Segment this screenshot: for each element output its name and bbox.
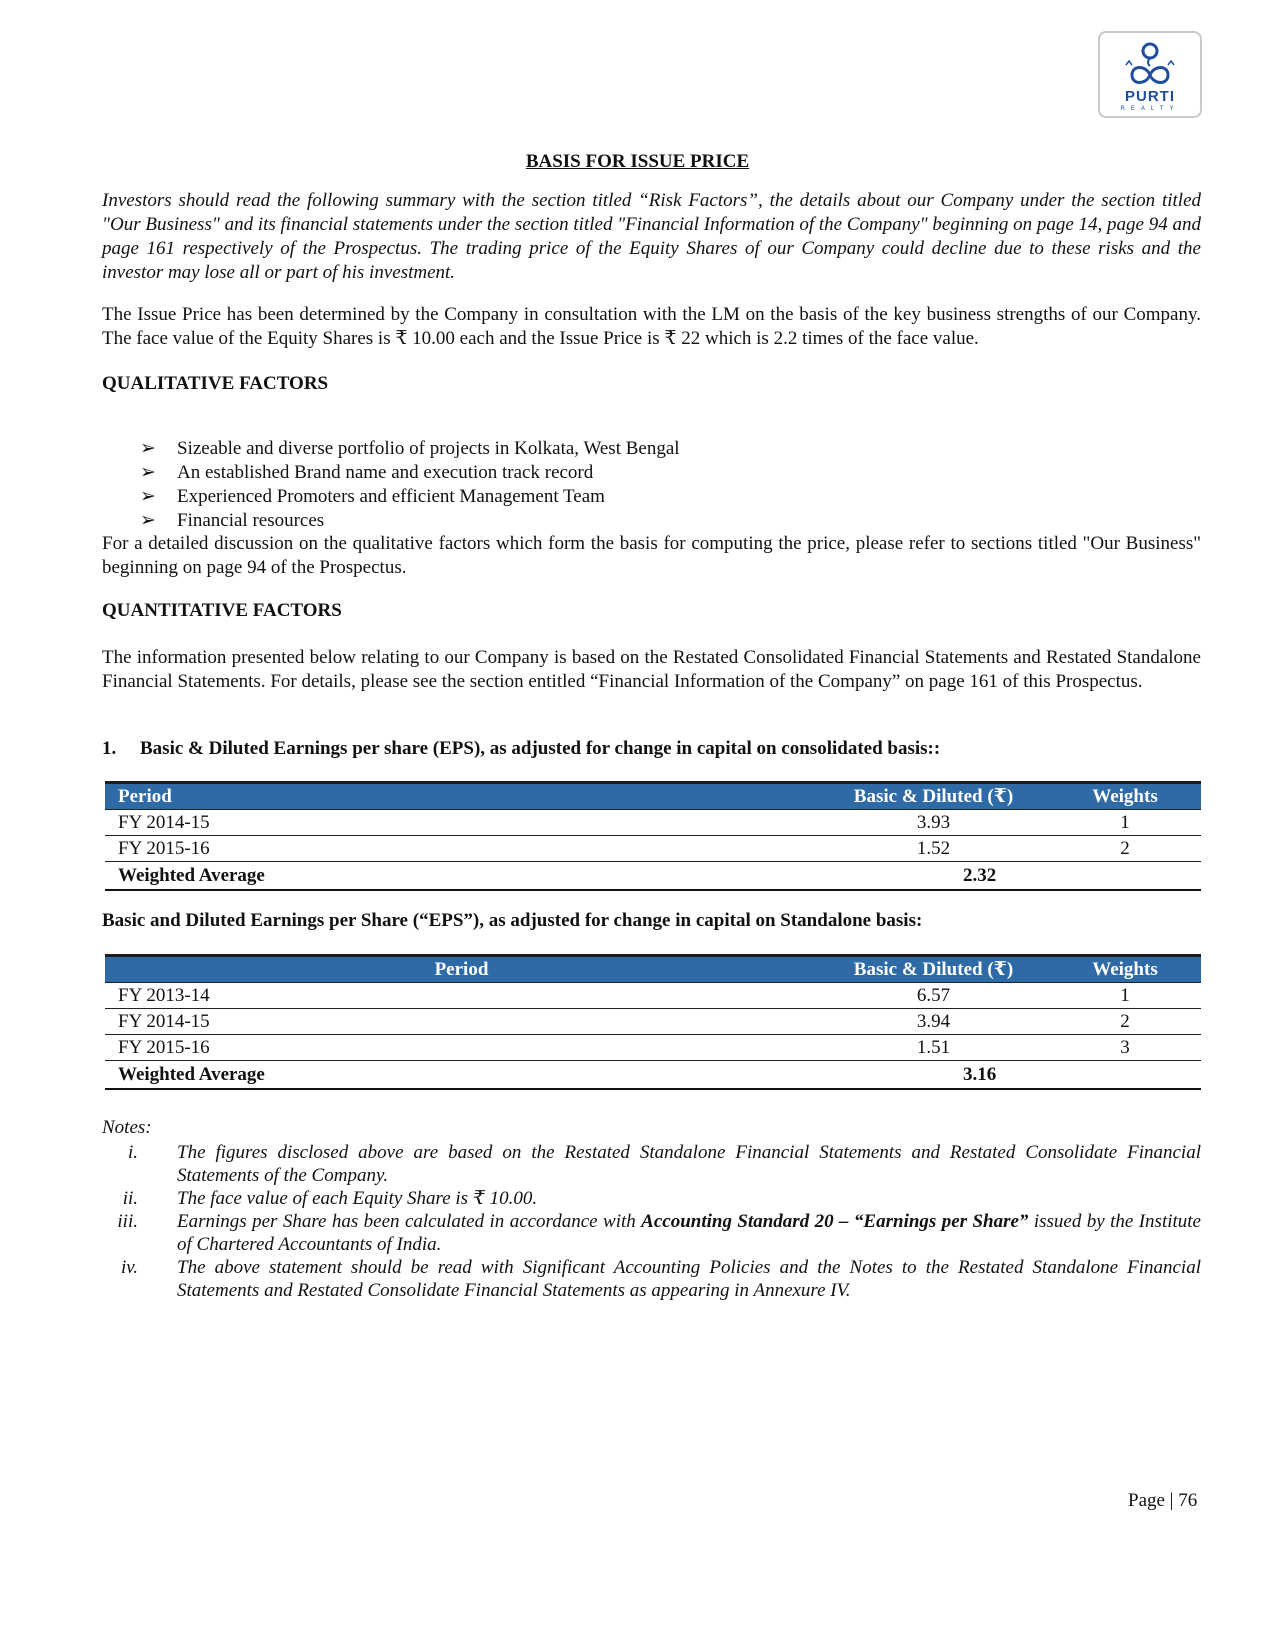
consolidated-eps-table [105, 781, 1201, 891]
company-logo [1098, 31, 1202, 118]
table-row: FY 2014-15 3.93 1 [105, 810, 1201, 836]
consolidated-eps-heading: 1. Basic & Diluted Earnings per share (EPS), as adjusted for change in capital on consolidated basis:: [102, 738, 941, 759]
note-item: i. The figures disclosed above are based on the Restated Standalone Financial Statements and Restated Consolidate Financial Statements of the Company. [127, 1142, 1201, 1186]
list-item: ➢ Experienced Promoters and efficient Management Team [140, 486, 605, 507]
list-item: ➢ An established Brand name and execution track record [140, 462, 594, 483]
qualitative-heading: QUALITATIVE FACTORS [102, 373, 329, 394]
standalone-eps-table [105, 954, 1201, 1090]
column-header-weights: Weights [1049, 783, 1201, 810]
column-header-weights: Weights [1049, 956, 1201, 983]
logo-tagline: REALTY [1120, 106, 1180, 112]
table-row: FY 2015-16 1.51 3 [105, 1035, 1201, 1061]
weighted-average-row: Weighted Average 3.16 [105, 1061, 1201, 1090]
intro-paragraph: Investors should read the following summary with the section titled “Risk Factors”, the details about our Company under the section titled "Our Business" and its financial statements under the section titled "Financial Information of the Company" beginning on page 14, page 94 and page 161 respectively of the Prospectus. The trading price of the Equity Shares of our Company could decline due to these risks and the investor may lose all or part of his investment. [102, 190, 1201, 283]
column-header-eps: Basic & Diluted (₹) [818, 783, 1049, 810]
standalone-eps-heading: Basic and Diluted Earnings per Share (“EPS”), as adjusted for change in capital on Standalone basis: [102, 910, 923, 931]
notes-list [102, 1141, 1201, 1302]
arrow-bullet-icon: ➢ [140, 462, 156, 483]
issue-price-paragraph: The Issue Price has been determined by the Company in consultation with the LM on the basis of the key business strengths of our Company. The face value of the Equity Shares is ₹ 10.00 each and the Issue Price is ₹ 22 which is 2.2 times of the face value. [102, 304, 1201, 349]
page-number: Page | 76 [1128, 1490, 1198, 1511]
note-item: ii. The face value of each Equity Share is ₹ 10.00. [122, 1188, 538, 1209]
table-row: FY 2015-16 1.52 2 [105, 836, 1201, 862]
arrow-bullet-icon: ➢ [140, 486, 156, 507]
quantitative-heading: QUANTITATIVE FACTORS [102, 600, 342, 621]
table-header [105, 783, 1201, 810]
page-title: BASIS FOR ISSUE PRICE [525, 151, 750, 172]
note-item: iv. The above statement should be read with Significant Accounting Policies and the Notes to the Restated Standalone Financial Statements and Restated Consolidate Financial Statements as appearing in Annexure IV. [120, 1257, 1201, 1301]
column-header-eps: Basic & Diluted (₹) [818, 956, 1049, 983]
arrow-bullet-icon: ➢ [140, 510, 156, 531]
table-header [105, 956, 1201, 983]
qualitative-discussion: For a detailed discussion on the qualitative factors which form the basis for computing the price, please refer to sections titled "Our Business" beginning on page 94 of the Prospectus. [102, 533, 1201, 578]
column-header-period: Period [105, 783, 818, 810]
logo-wordmark: PURTI [1125, 88, 1175, 105]
notes-label: Notes: [102, 1117, 152, 1138]
weighted-average-row: Weighted Average 2.32 [105, 862, 1201, 891]
qualitative-list [140, 437, 680, 533]
purti-emblem-icon [1120, 37, 1180, 87]
quantitative-intro: The information presented below relating to our Company is based on the Restated Consolidated Financial Statements and Restated Standalone Financial Statements. For details, please see the section entitled “Financial Information of the Company” on page 161 of this Prospectus. [102, 647, 1201, 692]
list-item: ➢ Financial resources [140, 510, 325, 531]
table-row: FY 2013-14 6.57 1 [105, 983, 1201, 1009]
table-row: FY 2014-15 3.94 2 [105, 1009, 1201, 1035]
list-item: ➢ Sizeable and diverse portfolio of projects in Kolkata, West Bengal [140, 438, 680, 459]
arrow-bullet-icon: ➢ [140, 438, 156, 459]
note-item: iii. Earnings per Share has been calculated in accordance with Accounting Standard 20 – “Earnings per Share” issued by the Institute of Chartered Accountants of India. [117, 1211, 1201, 1255]
column-header-period: Period [105, 956, 818, 983]
